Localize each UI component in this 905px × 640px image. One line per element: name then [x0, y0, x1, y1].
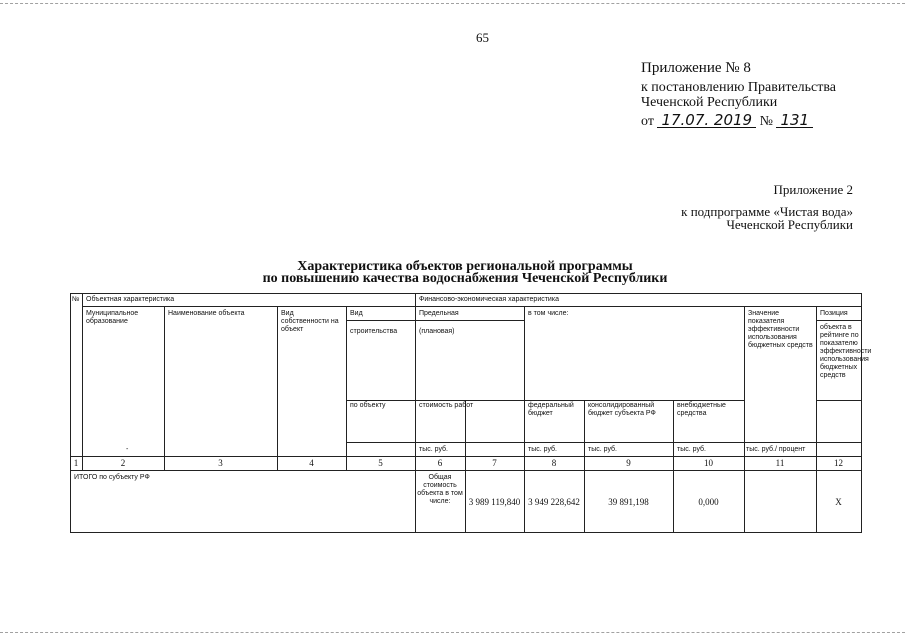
table-border — [277, 306, 278, 470]
from-label: от — [641, 114, 654, 129]
total-col12-value: X — [835, 497, 842, 507]
appendix-8-title: Приложение № 8 — [641, 60, 751, 76]
total-row-label: ИТОГО по субъекту РФ — [74, 474, 150, 481]
unit-col10: тыс. руб. — [677, 446, 706, 453]
table-border — [346, 306, 347, 470]
col-number: 9 — [626, 458, 631, 468]
table-border — [164, 306, 165, 470]
header-federal-budget: федеральный бюджет — [528, 402, 574, 417]
unit-col8: тыс. руб. — [528, 446, 557, 453]
appendix-2-line2: Чеченской Республики — [726, 217, 853, 232]
header-object-characteristic: Объектная характеристика — [86, 296, 175, 303]
characteristics-table — [70, 293, 872, 533]
appendix-2-line1: к подпрограмме «Чистая вода» — [681, 204, 853, 219]
col-number: 5 — [378, 458, 383, 468]
col-number: 1 — [73, 458, 79, 468]
scan-edge-top — [0, 3, 905, 5]
header-cost-of-works: стоимость работ — [419, 402, 474, 409]
header-including: в том числе: — [528, 310, 569, 317]
page-number: 65 — [476, 30, 489, 45]
col-number: 8 — [551, 458, 557, 468]
table-border — [346, 320, 524, 321]
header-extrabudgetary: внебюджетные средства — [677, 402, 726, 417]
header-number: № — [72, 296, 80, 303]
appendix-8-signature-line — [641, 113, 836, 129]
col-number: 3 — [218, 458, 223, 468]
header-consolidated-budget: консолидированный бюджет субъекта РФ — [588, 402, 656, 417]
table-border — [346, 400, 744, 401]
unit-col6: тыс. руб. — [419, 446, 448, 453]
header-per-object: по объекту — [350, 402, 386, 409]
title-line1: Характеристика объектов региональной программы — [297, 259, 633, 274]
header-rating-position: объекта в рейтинге по показателю эффективности использования бюджетных средств — [820, 324, 872, 379]
table-border — [82, 306, 862, 307]
col-number: 2 — [120, 458, 126, 468]
table-border — [816, 320, 862, 321]
header-limit: Предельная — [419, 310, 459, 317]
table-border — [744, 306, 745, 533]
header-construction: строительства — [350, 328, 398, 335]
total-col8-value: 3 949 228,642 — [528, 497, 580, 507]
header-position: Позиция — [820, 310, 848, 317]
total-cost-label: Общая стоимость объекта в том числе: — [417, 474, 463, 505]
number-label: № — [759, 114, 773, 129]
col-number: 6 — [437, 458, 443, 468]
total-col10-value: 0,000 — [698, 497, 719, 507]
appendix-8-block — [641, 61, 836, 129]
appendix-2-title: Приложение 2 — [773, 182, 853, 197]
scan-edge-bottom — [0, 632, 905, 634]
header-financial-characteristic: Финансово-экономическая характеристика — [419, 296, 559, 303]
table-border — [82, 293, 83, 470]
document-title — [230, 261, 700, 285]
appendix-8-line2: Чеченской Республики — [641, 95, 778, 110]
col-number: 11 — [775, 458, 785, 468]
header-ownership: Вид собственности на объект — [281, 310, 339, 333]
header-type: Вид — [350, 310, 363, 317]
header-municipality: Муниципальное образование — [86, 310, 139, 325]
unit-col11: тыс. руб./ процент — [746, 446, 806, 453]
title-line2: по повышению качества водоснабжения Чеченской Республики — [262, 271, 668, 286]
table-border — [816, 400, 862, 401]
table-border — [415, 293, 416, 533]
header-efficiency: Значение показателя эффективности использования бюджетных средств — [748, 310, 813, 349]
unit-col9: тыс. руб. — [588, 446, 617, 453]
appendix-2-block — [640, 183, 853, 231]
total-col7-value: 3 989 119,840 — [468, 497, 521, 507]
handwritten-number: 131 — [776, 113, 813, 128]
col-number: 12 — [834, 458, 843, 468]
appendix-8-line1: к постановлению Правительства — [641, 80, 837, 95]
table-border — [70, 293, 71, 533]
col-number: 4 — [309, 458, 314, 468]
col-number: 10 — [704, 458, 713, 468]
dash-mark: - — [126, 446, 129, 453]
header-planned: (плановая) — [419, 328, 455, 335]
table-border — [346, 442, 862, 443]
handwritten-date: 17.07. 2019 — [657, 113, 756, 128]
table-border — [70, 293, 862, 294]
header-object-name: Наименование объекта — [168, 310, 245, 317]
total-col9-value: 39 891,198 — [608, 497, 649, 507]
col-number: 7 — [492, 458, 497, 468]
